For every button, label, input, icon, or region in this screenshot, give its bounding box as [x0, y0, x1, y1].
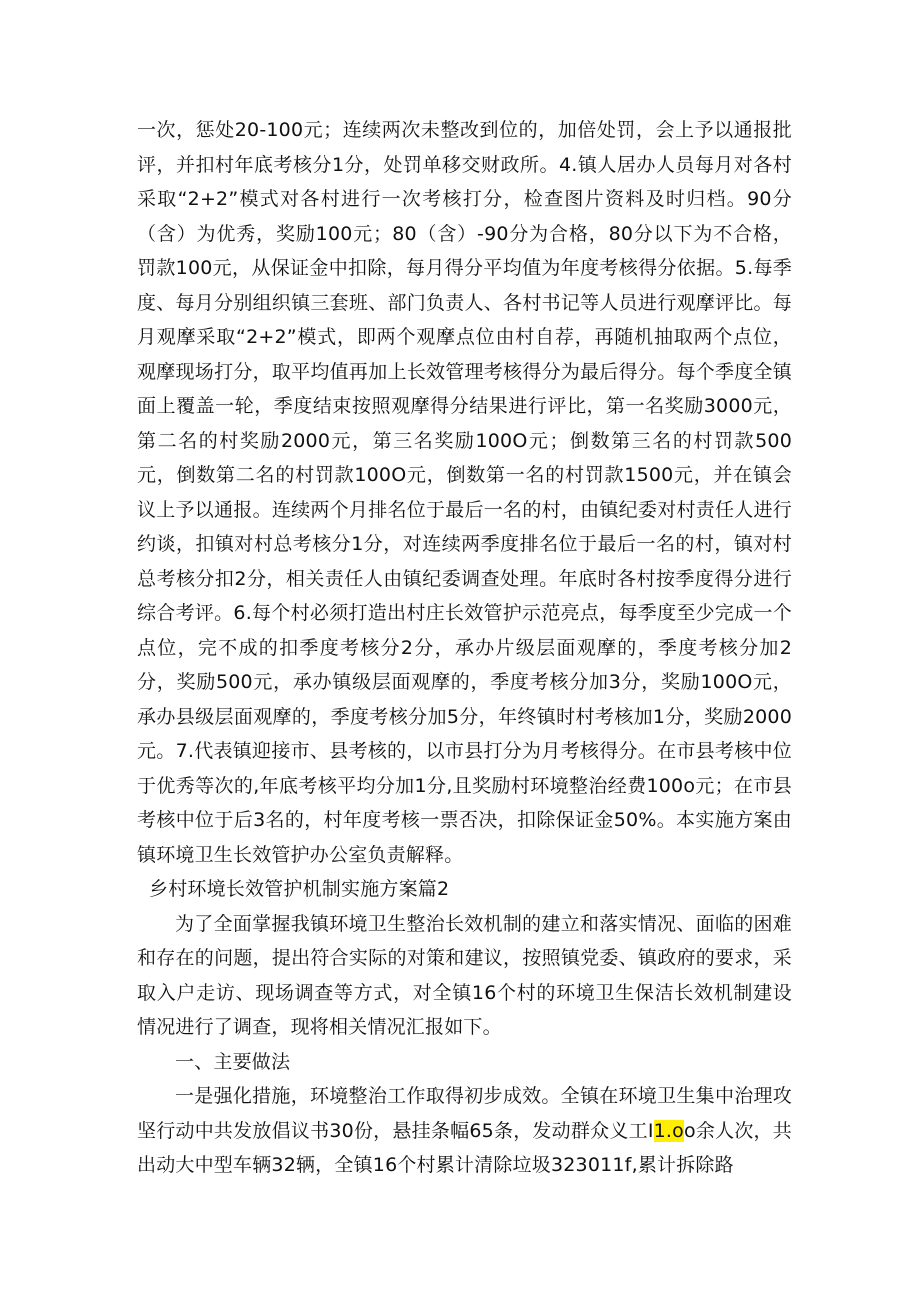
paragraph-continuation: 一次，惩处20-100元；连续两次未整改到位的，加倍处罚，会上予以通报批评，并扣村年底考核分1分，处罚单移交财政所。4.镇人居办人员每月对各村采取“2+2”模式对各村进行一次考核打分，检查图片资料及时归档。90分（含）为优秀，奖励100元；80（含）-90分为合格，80分以下为不合格，罚款100元，从保证金中扣除，每月得分平均值为年度考核得分依据。5.每季度、每月分别组织镇三套班、部门负责人、各村书记等人员进行观摩评比。每月观摩采取“2+2”模式，即两个观摩点位由村自荐，再随机抽取两个点位，观摩现场打分，取平均值再加上长效管理考核得分为最后得分。每个季度全镇面上覆盖一轮，季度结束按照观摩得分结果进行评比，第一名奖励3000元，第二名的村奖励2000元，第三名奖励100O元；倒数第三名的村罚款500元，倒数第二名的村罚款100O元，倒数第一名的村罚款1500元，并在镇会议上予以通报。连续两个月排名位于最后一名的村，由镇纪委对村责任人进行约谈，扣镇对村总考核分1分，对连续两季度排名位于最后一名的村，镇对村总考核分扣2分，相关责任人由镇纪委调查处理。年底时各村按季度得分进行综合考评。6.每个村必须打造出村庄长效管护示范亮点，每季度至少完成一个点位，完不成的扣季度考核分2分，承办片级层面观摩的，季度考核分加2分，奖励500元，承办镇级层面观摩的，季度考核分加3分，奖励100O元，承办县级层面观摩的，季度考核分加5分，年终镇时村考核加1分，奖励2000元。7.代表镇迎接市、县考核的，以市县打分为月考核得分。在市县考核中位于优秀等次的,年底考核平均分加1分,且奖励村环境整治经费100o元；在市县考核中位于后3名的，村年度考核一票否决，扣除保证金50%。本实施方案由镇环境卫生长效管护办公室负责解释。: [137, 119, 792, 866]
document-body: [137, 113, 792, 1183]
highlighted-text: 1.o: [653, 1119, 684, 1142]
section-heading-main-practices: 一、主要做法: [175, 1050, 291, 1073]
practice-text-part-2: o余人次，共出动大中型车辆32辆，全镇16个村累计清除垃圾323011f,累计拆除路: [137, 1119, 792, 1176]
practice-paragraph: [137, 1079, 792, 1183]
section-title: 乡村环境长效管护机制实施方案篇2: [149, 878, 450, 900]
intro-paragraph: 为了全面掌握我镇环境卫生整治长效机制的建立和落实情况、面临的困难和存在的问题，提出符合实际的对策和建议，按照镇党委、镇政府的要求，采取入户走访、现场调查等方式，对全镇16个村的环境卫生保洁长效机制建设情况进行了调查，现将相关情况汇报如下。: [137, 912, 792, 1038]
practice-text-part-1: 一是强化措施，环境整治工作取得初步成效。全镇在环境卫生集中治理攻坚行动中共发放倡议书30份，悬挂条幅65条，发动群众义工I: [137, 1085, 792, 1142]
